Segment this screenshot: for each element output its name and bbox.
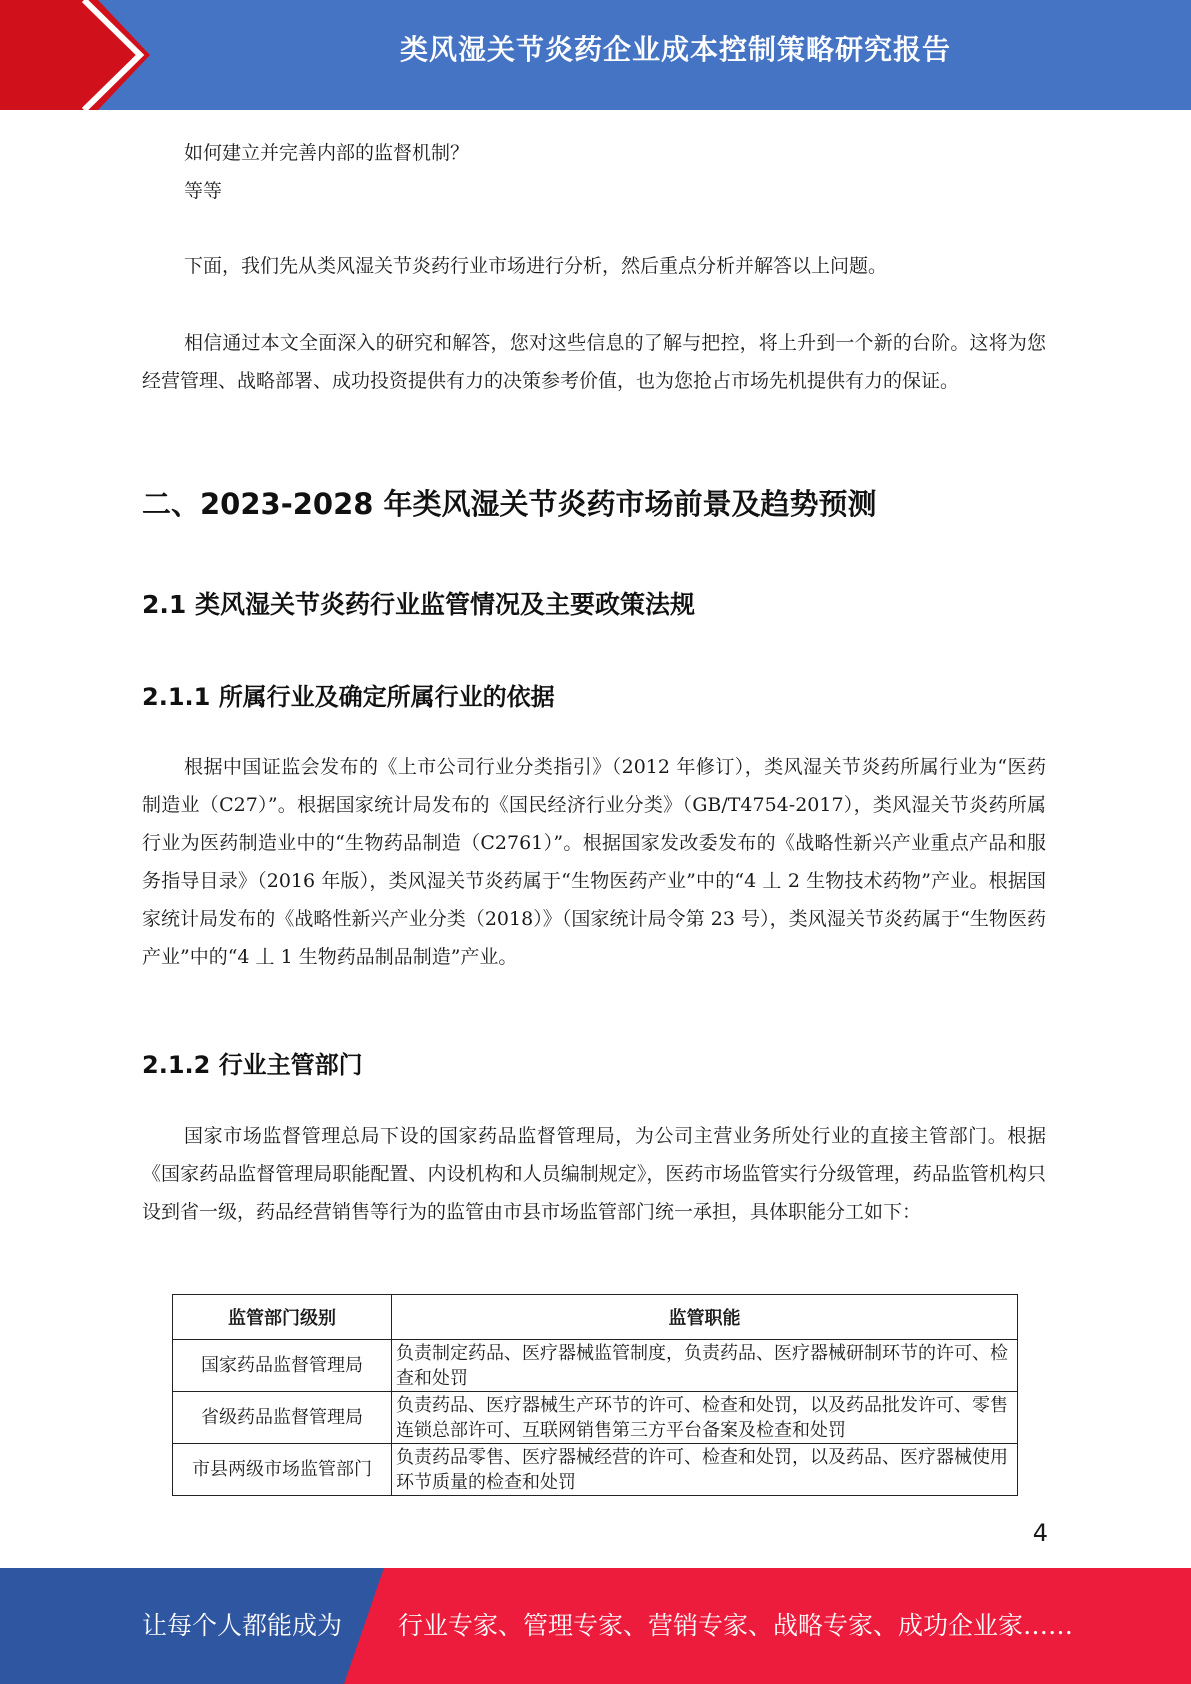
regulatory-table (172, 1294, 1018, 1496)
table-row (173, 1392, 1018, 1444)
section-2-heading: 二、2023-2028 年类风湿关节炎药市场前景及趋势预测 (142, 487, 877, 521)
cell-level: 市县两级市场监管部门 (173, 1444, 392, 1496)
section-2-1-1-body-wrap (142, 748, 1046, 976)
table-row (173, 1340, 1018, 1392)
cell-level: 省级药品监督管理局 (173, 1392, 392, 1444)
page-number: 4 (1032, 1519, 1048, 1547)
cell-duty: 负责制定药品、医疗器械监管制度，负责药品、医疗器械研制环节的许可、检查和处罚 (392, 1340, 1018, 1392)
section-2-1-2-body-wrap (142, 1117, 1046, 1231)
intro-para-wrap (142, 247, 1046, 285)
intro-paragraph-2: 相信通过本文全面深入的研究和解答，您对这些信息的了解与把控，将上升到一个新的台阶。这将为您经营管理、战略部署、成功投资提供有力的决策参考价值，也为您抢占市场先机提供有力的保证。 (142, 332, 1046, 392)
footer-slogan-right: 行业专家、管理专家、营销专家、战略专家、成功企业家…… (398, 1611, 1074, 1640)
cell-level: 国家药品监督管理局 (173, 1340, 392, 1392)
intro-question: 如何建立并完善内部的监督机制？ (184, 142, 470, 164)
header-arrow-decoration (0, 0, 160, 110)
section-2-1-heading: 2.1 类风湿关节炎药行业监管情况及主要政策法规 (142, 590, 695, 619)
col-header-duty: 监管职能 (392, 1295, 1018, 1340)
cell-duty: 负责药品、医疗器械生产环节的许可、检查和处罚，以及药品批发许可、零售连锁总部许可、互联网销售第三方平台备案及检查和处罚 (392, 1392, 1018, 1444)
intro-section (142, 134, 1046, 210)
intro-etc: 等等 (184, 180, 223, 202)
section-2-1-2-heading: 2.1.2 行业主管部门 (142, 1051, 363, 1079)
intro-paragraph-1: 下面，我们先从类风湿关节炎药行业市场进行分析，然后重点分析并解答以上问题。 (184, 255, 888, 277)
page-header (0, 0, 1191, 110)
footer-slogan-left: 让每个人都能成为 (142, 1611, 343, 1640)
page-footer (0, 1568, 1191, 1684)
intro-para-wrap-2 (142, 324, 1046, 400)
section-2-1-1-heading: 2.1.1 所属行业及确定所属行业的依据 (142, 683, 555, 711)
table-row (173, 1444, 1018, 1496)
table-header-row (173, 1295, 1018, 1340)
section-2-1-2-body: 国家市场监督管理总局下设的国家药品监督管理局，为公司主营业务所处行业的直接主管部门。根据《国家药品监督管理局职能配置、内设机构和人员编制规定》，医药市场监管实行分级管理，药品监管机构只设到省一级，药品经营销售等行为的监管由市县市场监管部门统一承担，具体职能分工如下： (142, 1125, 1046, 1223)
col-header-level: 监管部门级别 (173, 1295, 392, 1340)
cell-duty: 负责药品零售、医疗器械经营的许可、检查和处罚，以及药品、医疗器械使用环节质量的检查和处罚 (392, 1444, 1018, 1496)
report-title: 类风湿关节炎药企业成本控制策略研究报告 (399, 33, 951, 66)
section-2-1-1-body: 根据中国证监会发布的《上市公司行业分类指引》（2012 年修订），类风湿关节炎药所属行业为“医药制造业（C27）”。根据国家统计局发布的《国民经济行业分类》（GB/T4754-2017），类风湿关节炎药所属行业为医药制造业中的“生物药品制造（C2761）”。根据国家发改委发布的《战略性新兴产业重点产品和服务指导目录》（2016 年版），类风湿关节炎药属于“生物医药产业”中的“4 丄 2 生物技术药物”产业。根据国家统计局发布的《战略性新兴产业分类（2018）》（国家统计局令第 23 号），类风湿关节炎药属于“生物医药产业”中的“4 丄 1 生物药品制品制造”产业。 (142, 756, 1046, 968)
